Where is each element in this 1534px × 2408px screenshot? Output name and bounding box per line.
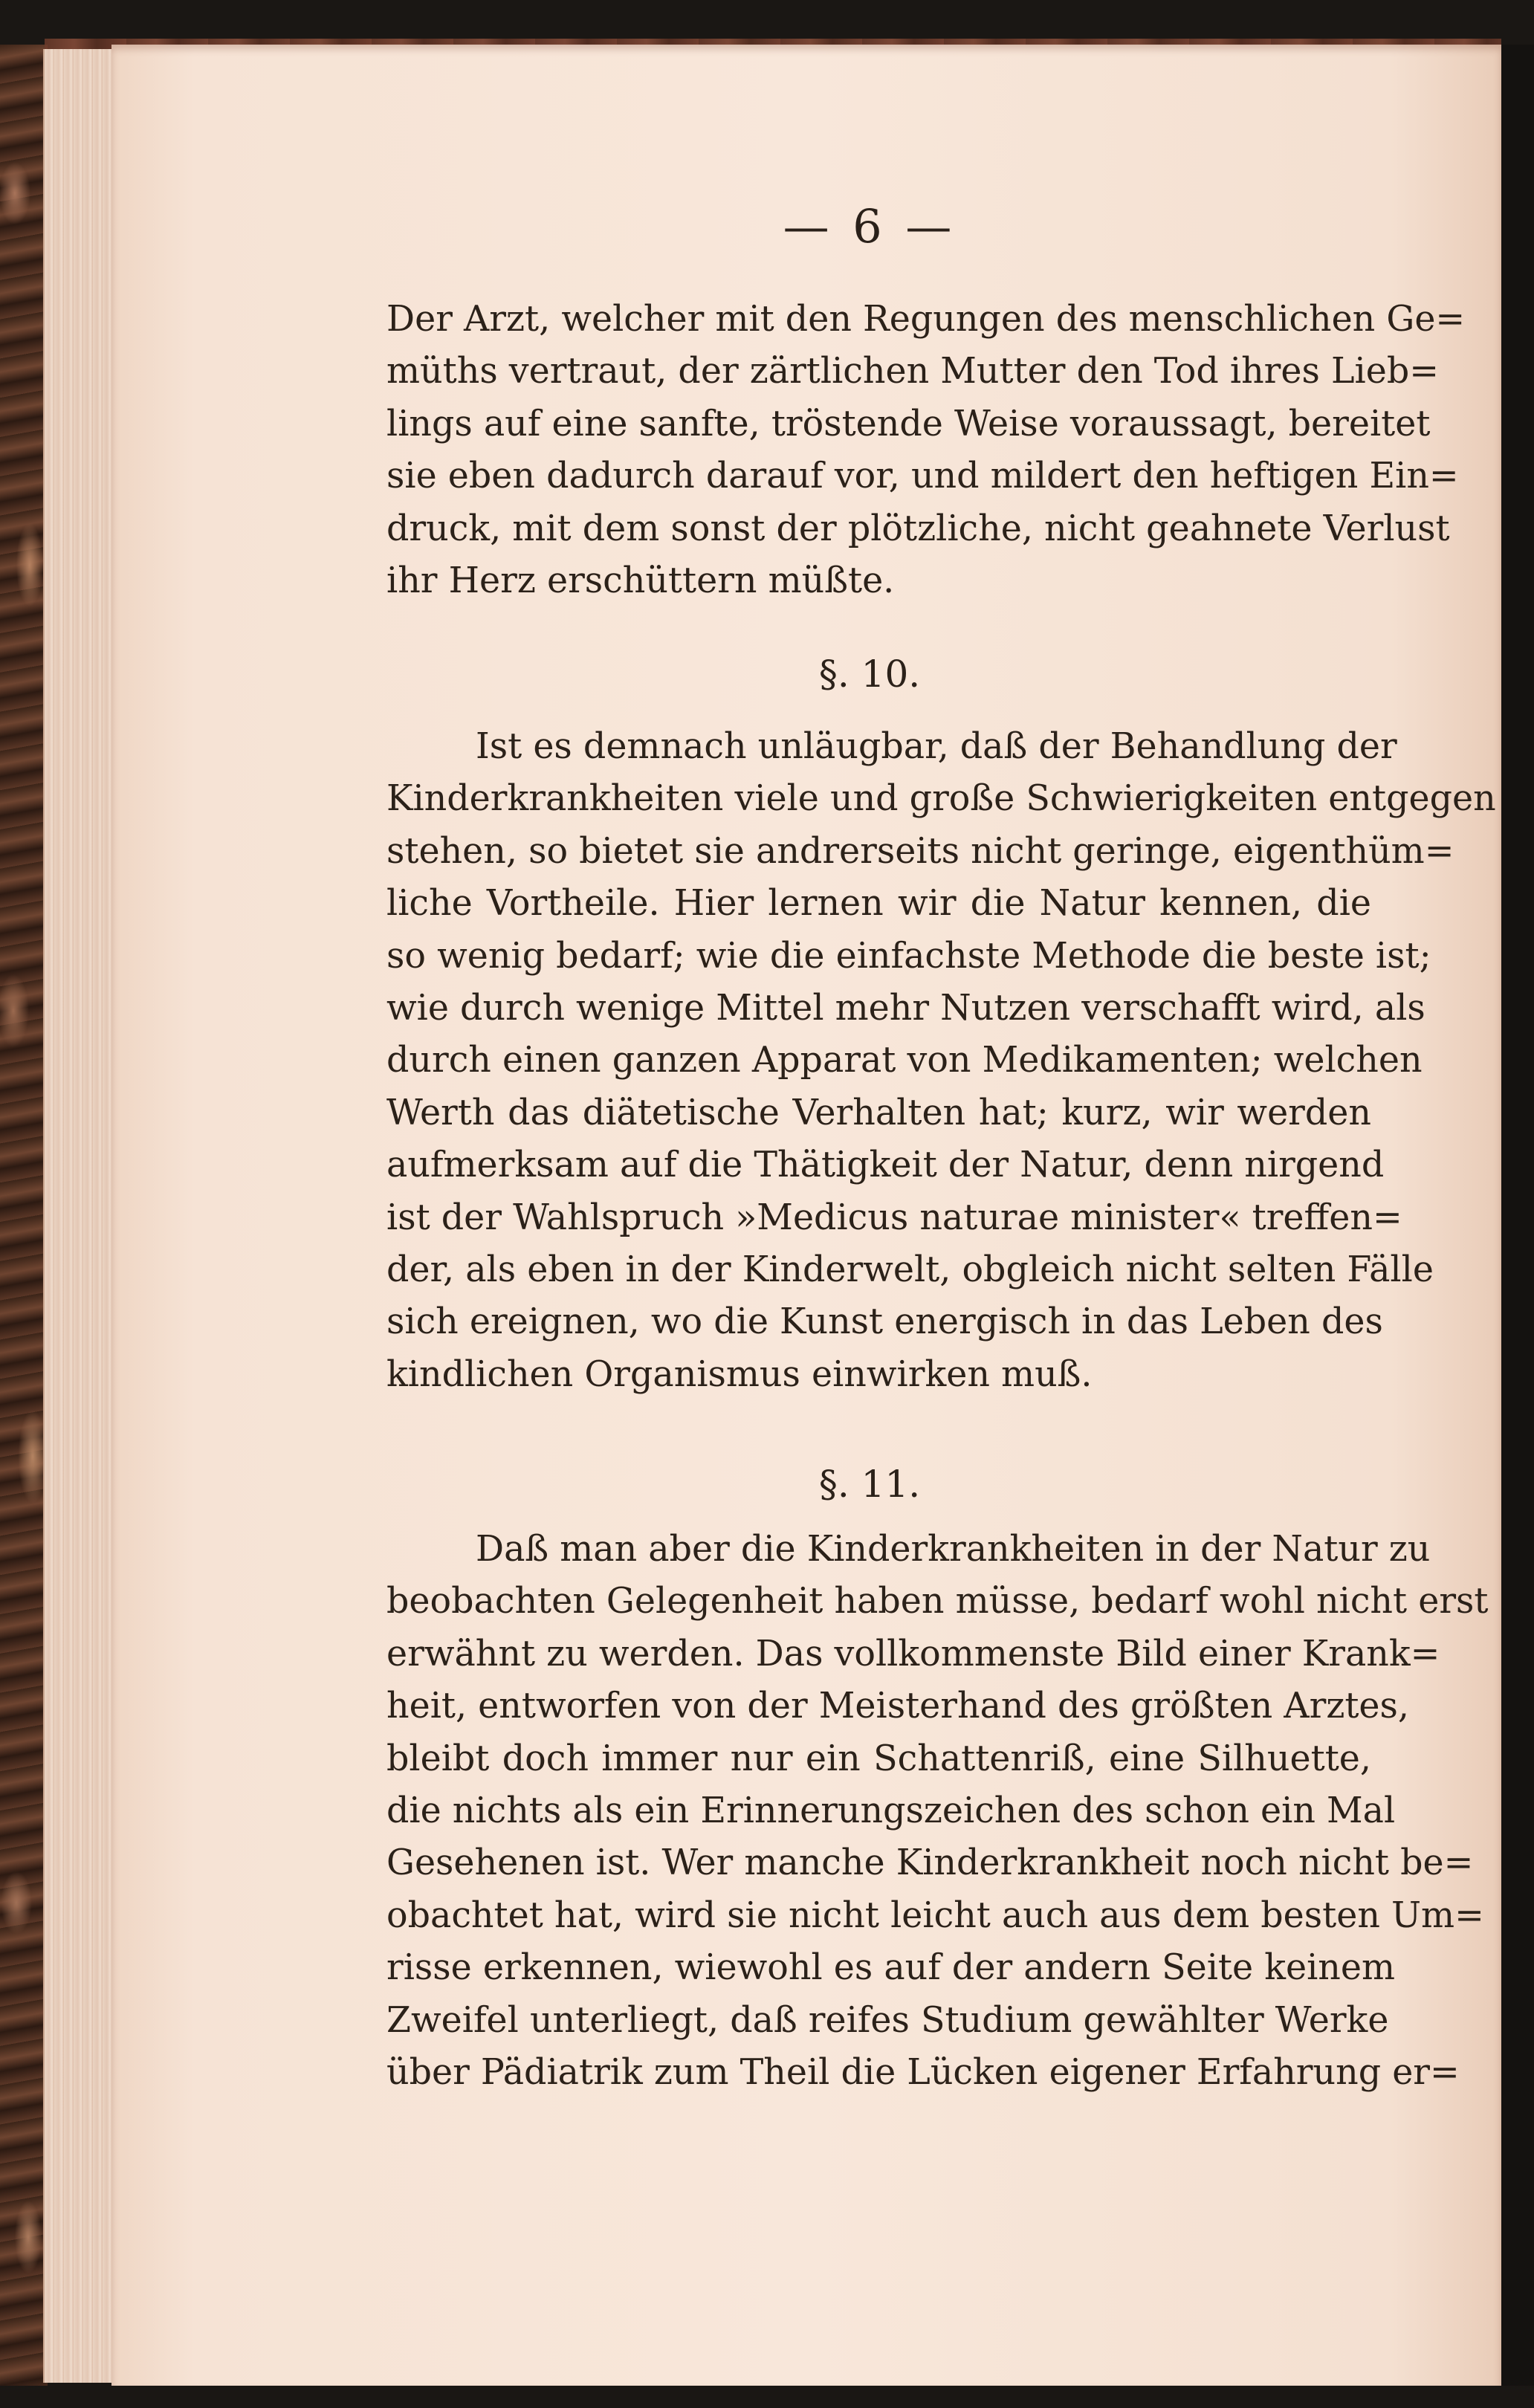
text-line: kindlichen Organismus einwirken muß. — [386, 1353, 1093, 1395]
text-line: erwähnt zu werden. Das vollkommenste Bild einer Krank= — [386, 1633, 1440, 1674]
text-line: Zweifel unterliegt, daß reifes Studium gewählter Werke — [386, 1999, 1389, 2041]
text-line: sie eben dadurch darauf vor, und mildert den heftigen Ein= — [386, 456, 1459, 497]
marbled-cover-edge — [0, 45, 48, 2386]
scan-background-strip — [1501, 45, 1534, 2386]
text-line: liche Vortheile. Hier lernen wir die Natur kennen, die — [386, 883, 1371, 925]
text-line: durch einen ganzen Apparat von Medikamenten; welchen — [386, 1040, 1423, 1081]
text-line: der, als eben in der Kinderwelt, obgleich nicht selten Fälle — [386, 1249, 1434, 1290]
text-line: ihr Herz erschüttern müßte. — [386, 560, 895, 601]
text-line: über Pädiatrik zum Theil die Lücken eigener Erfahrung er= — [386, 2051, 1460, 2093]
text-line: die nichts als ein Erinnerungszeichen des schon ein Mal — [386, 1790, 1396, 1831]
paragraph-2 — [386, 721, 1496, 1401]
text-line: sich ereignen, wo die Kunst energisch in das Leben des — [386, 1301, 1383, 1343]
paragraph-1 — [386, 294, 1466, 607]
text-line: Werth das diätetische Verhalten hat; kurz, wir werden — [386, 1092, 1371, 1133]
text-line: wie durch wenige Mittel mehr Nutzen verschafft wird, als — [386, 987, 1425, 1029]
text-line: Ist es demnach unläugbar, daß der Behandlung der — [476, 726, 1397, 767]
section-heading-10: §. 10. — [818, 653, 921, 696]
text-line: heit, entworfen von der Meisterhand des größten Arztes, — [386, 1686, 1410, 1727]
text-line: ist der Wahlspruch »Medicus naturae minister« treffen= — [386, 1197, 1402, 1238]
text-line: so wenig bedarf; wie die einfachste Methode die beste ist; — [386, 935, 1431, 977]
text-line: druck, mit dem sonst der plötzliche, nicht geahnete Verlust — [386, 508, 1450, 549]
text-line: Der Arzt, welcher mit den Regungen des menschlichen Ge= — [386, 299, 1466, 340]
text-line: müths vertraut, der zärtlichen Mutter den Tod ihres Lieb= — [386, 351, 1440, 392]
text-line: aufmerksam auf die Thätigkeit der Natur, denn nirgend — [386, 1145, 1385, 1186]
text-line: Daß man aber die Kinderkrankheiten in der Natur zu — [476, 1529, 1431, 1570]
text-line: Kinderkrankheiten viele und große Schwierigkeiten entgegen — [386, 778, 1496, 820]
paragraph-3 — [386, 1524, 1489, 2099]
text-line: risse erkennen, wiewohl es auf der andern Seite keinem — [386, 1947, 1396, 1989]
text-line: Gesehenen ist. Wer manche Kinderkrankheit noch nicht be= — [386, 1842, 1474, 1884]
section-heading-11: §. 11. — [818, 1463, 921, 1506]
text-line: beobachten Gelegenheit haben müsse, bedarf wohl nicht erst — [386, 1581, 1489, 1622]
text-line: lings auf eine sanfte, tröstende Weise voraussagt, bereitet — [386, 403, 1431, 444]
page-number: — 6 — — [783, 199, 957, 253]
text-line: stehen, so bietet sie andrerseits nicht geringe, eigenthüm= — [386, 830, 1454, 872]
text-line: obachtet hat, wird sie nicht leicht auch aus dem besten Um= — [386, 1894, 1484, 1936]
text-line: bleibt doch immer nur ein Schattenriß, eine Silhuette, — [386, 1738, 1371, 1779]
